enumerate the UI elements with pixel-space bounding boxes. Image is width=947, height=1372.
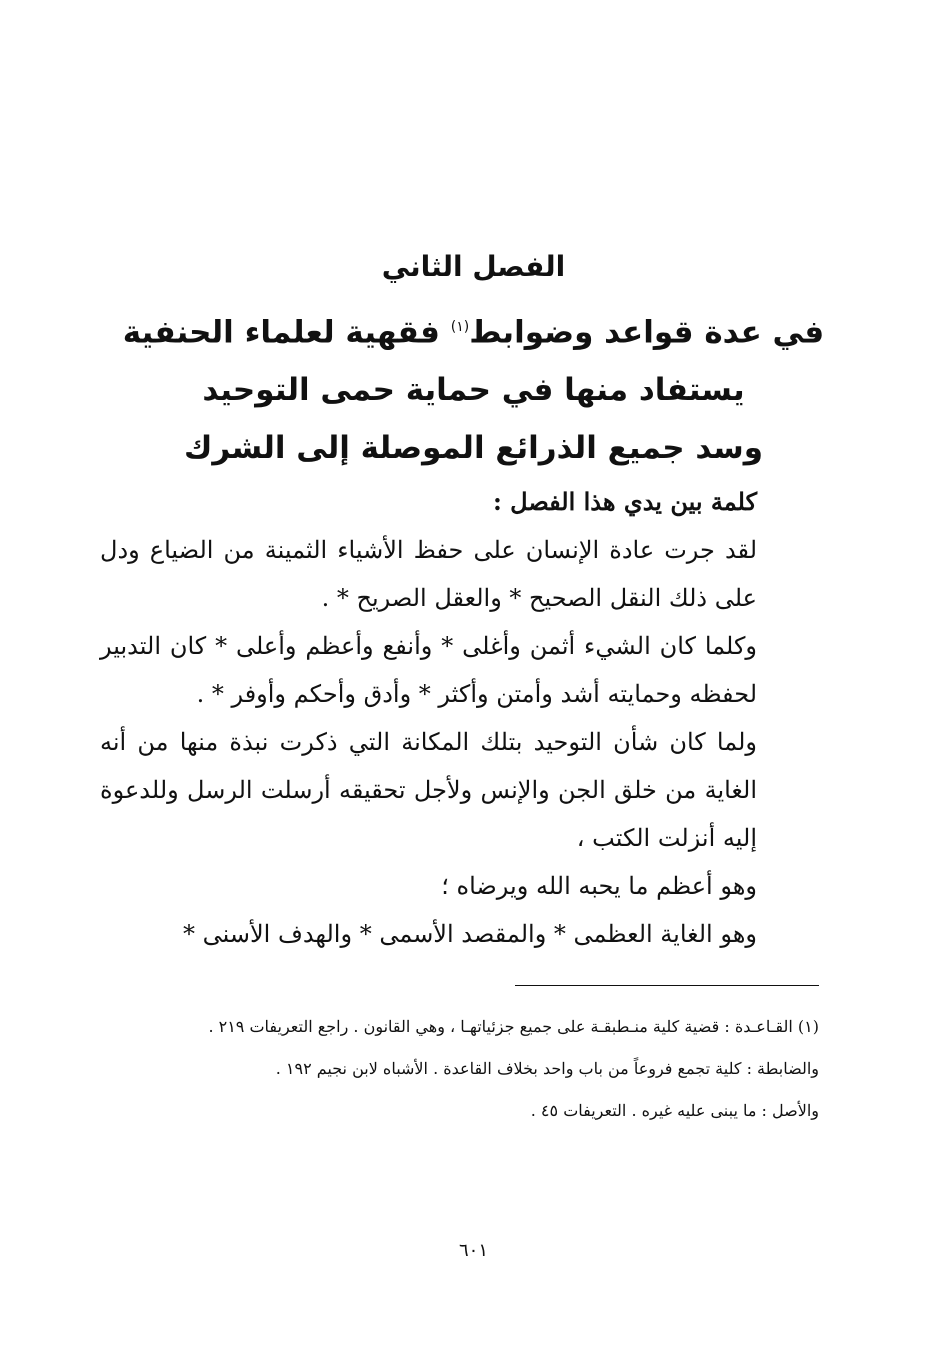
chapter-subtitle-line-1 <box>95 305 852 354</box>
subtitle-line-1-part-1: في عدة قواعد وضوابط <box>469 314 825 351</box>
intro-lead: كلمة بين يدي هذا الفصل : <box>492 487 757 516</box>
paragraph-2: وكلما كان الشيء أثمن وأغلى * وأنفع وأعظم وأعلى * كان التدبير لحفظه وحمايته أشد وأمتن وأكثر * وأدق وأحكم وأوفر * . <box>100 632 757 708</box>
footnote-separator <box>515 985 819 986</box>
page-number: ٦٠١ <box>458 1240 488 1261</box>
paragraph-5: وهو الغاية العظمى * والمقصد الأسمى * والهدف الأسنى * <box>182 920 757 948</box>
chapter-subtitle-line-3: وسد جميع الذرائع الموصلة إلى الشرك <box>183 430 764 467</box>
subtitle-line-1-part-2: فقهية لعلماء الحنفية <box>122 314 440 351</box>
footnote-1: (١) القـاعـدة : قضية كلية منـطبقـة على جميع جزئياتهـا ، وهي القانون . راجع التعريفات ٢١٩ . <box>208 1017 819 1036</box>
chapter-subtitle-line-2: يستفاد منها في حماية حمى التوحيد <box>202 372 745 409</box>
footnote-3: والأصل : ما يبنى عليه غيره . التعريفات ٤٥ . <box>530 1101 819 1120</box>
footnote-2: والضابطة : كلية تجمع فروعاً من باب واحد بخلاف القاعدة . الأشباه لابن نجيم ١٩٢ . <box>275 1059 819 1078</box>
main-text <box>100 478 757 958</box>
footnote-marker: (١) <box>450 319 470 335</box>
paragraph-1: لقد جرت عادة الإنسان على حفظ الأشياء الثمينة من الضياع ودل على ذلك النقل الصحيح * والعقل الصريح * . <box>100 536 758 612</box>
chapter-heading-block <box>95 250 852 484</box>
paragraph-3: ولما كان شأن التوحيد بتلك المكانة التي ذكرت نبذة منها من أنه الغاية من خلق الجن والإنس ولأجل تحقيقه أرسلت الرسل وللدعوة إليه أنزلت الكتب ، <box>100 728 757 852</box>
footnotes <box>100 1010 819 1136</box>
paragraph-4: وهو أعظم ما يحبه الله ويرضاه ؛ <box>441 872 757 900</box>
chapter-title: الفصل الثاني <box>381 250 566 283</box>
